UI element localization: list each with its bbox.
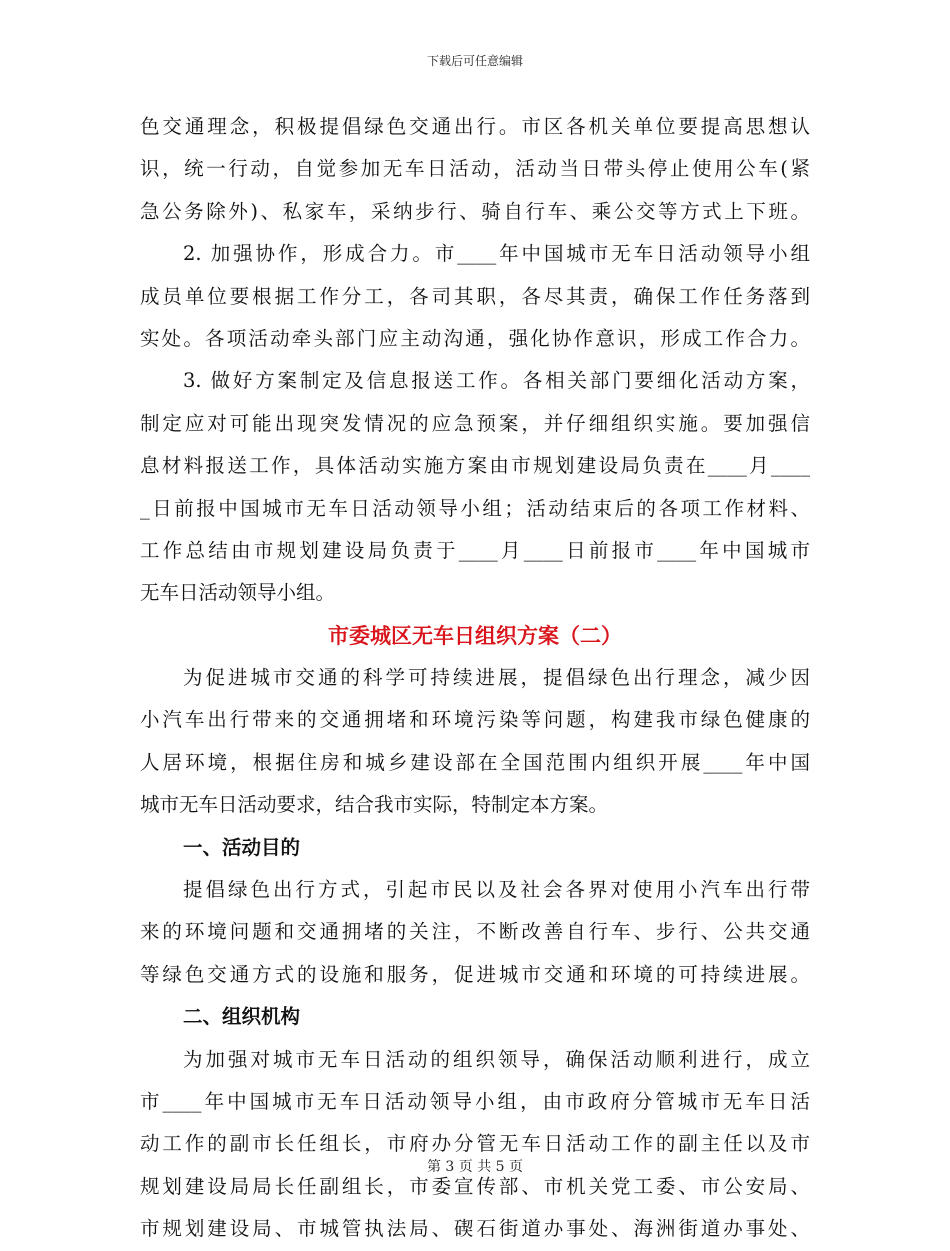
text-line: 为加强对城市无车日活动的组织领导，确保活动顺利进行，成立 (183, 1047, 810, 1071)
heading-organization: 二、组织机构 (183, 1005, 301, 1029)
text-line: 实处。各项活动牵头部门应主动沟通，强化协作意识，形成工作合力。 (140, 326, 810, 350)
text-line: 急公务除外)、私家车，采纳步行、骑自行车、乘公交等方式上下班。 (140, 199, 810, 223)
text-line: 成员单位要根据工作分工，各司其职，各尽其责，确保工作任务落到 (140, 284, 810, 308)
text-line: 制定应对可能出现突发情况的应急预案，并仔细组织实施。要加强信 (140, 411, 810, 435)
text-line: 工作总结由市规划建设局负责于____月____日前报市____年中国城市 (140, 538, 810, 562)
text-line: 人居环境，根据住房和城乡建设部在全国范围内组织开展____年中国 (140, 750, 810, 774)
text-line: 小汽车出行带来的交通拥堵和环境污染等问题，构建我市绿色健康的 (140, 708, 810, 732)
text-line: 市____年中国城市无车日活动领导小组，由市政府分管城市无车日活 (140, 1089, 810, 1113)
document-body (140, 106, 810, 1251)
text-line: 动工作的副市长任组长，市府办分管无车日活动工作的副主任以及市 (140, 1132, 810, 1156)
text-line: 来的环境问题和交通拥堵的关注，不断改善自行车、步行、公共交通 (140, 920, 810, 944)
heading-activity-purpose: 一、活动目的 (183, 835, 301, 859)
text-line: 为促进城市交通的科学可持续进展，提倡绿色出行理念，减少因 (183, 666, 810, 690)
text-line: 提倡绿色出行方式，引起市民以及社会各界对使用小汽车出行带 (183, 878, 810, 902)
text-line: 息材料报送工作，具体活动实施方案由市规划建设局负责在____月____ (140, 454, 810, 478)
text-line: 无车日活动领导小组。 (140, 581, 336, 605)
list-item-3: 3. 做好方案制定及信息报送工作。各相关部门要细化活动方案， (183, 369, 810, 393)
list-item-2: 2. 加强协作，形成合力。市____年中国城市无车日活动领导小组 (183, 242, 810, 266)
text-line: 城市无车日活动要求，结合我市实际，特制定本方案。 (140, 793, 609, 817)
page-footer: 第 3 页 共 5 页 (426, 1159, 524, 1175)
text-line: 规划建设局局长任副组长，市委宣传部、市机关党工委、市公安局、 (140, 1174, 810, 1198)
text-line: _日前报中国城市无车日活动领导小组；活动结束后的各项工作材料、 (140, 496, 810, 520)
text-line: 市规划建设局、市城管执法局、碶石街道办事处、海洲街道办事处、 (140, 1217, 810, 1241)
text-line: 等绿色交通方式的设施和服务，促进城市交通和环境的可持续进展。 (140, 962, 810, 986)
text-line: 识，统一行动，自觉参加无车日活动，活动当日带头停止使用公车(紧 (140, 157, 810, 181)
page-header: 下载后可任意编辑 (426, 54, 523, 68)
text-line: 色交通理念，积极提倡绿色交通出行。市区各机关单位要提高思想认 (140, 115, 810, 138)
section-title: 市委城区无车日组织方案（二） (328, 622, 622, 648)
